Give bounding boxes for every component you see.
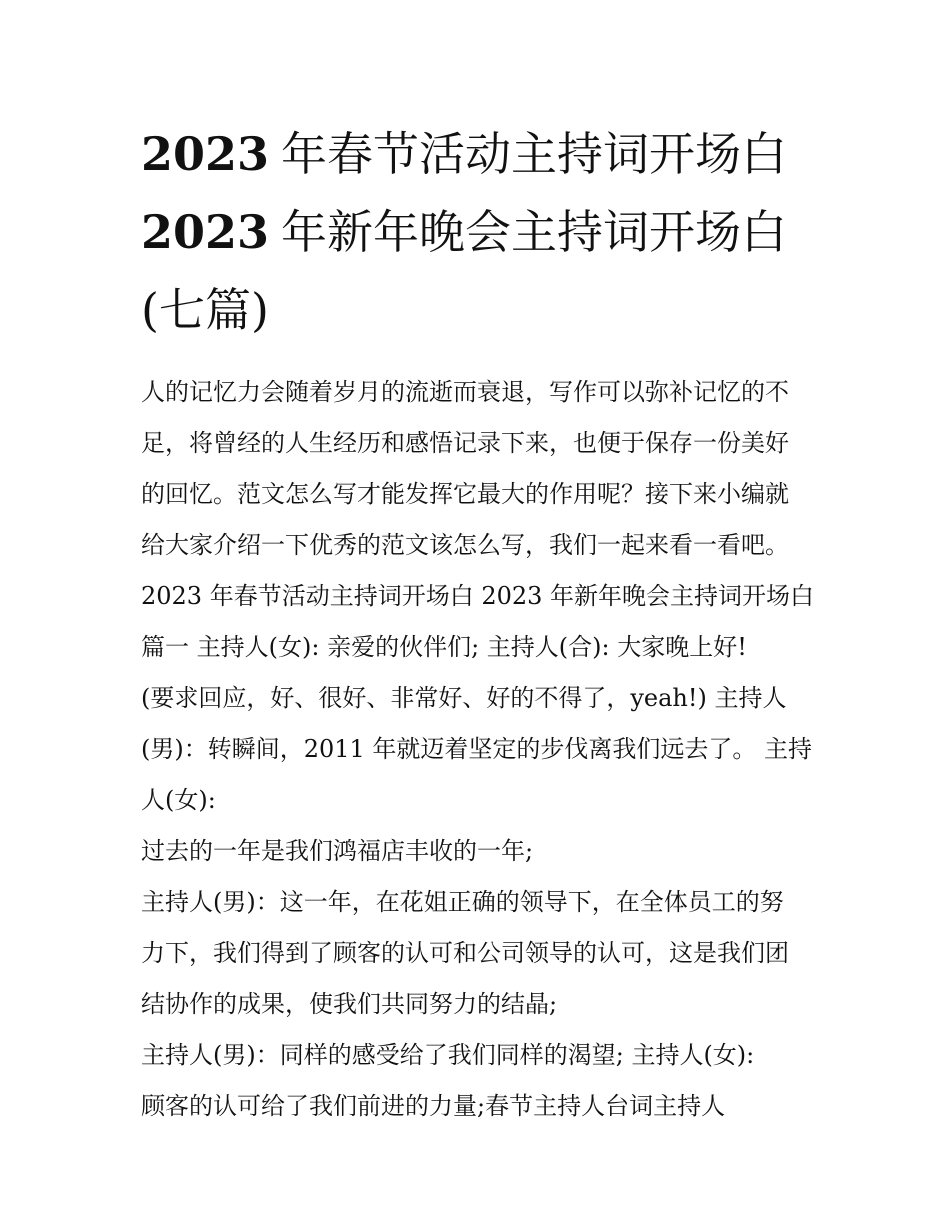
body-line: 力下，我们得到了顾客的认可和公司领导的认可，这是我们团 — [141, 939, 789, 967]
title-text: 年春节活动主持词开场白 — [281, 127, 788, 181]
title-text: (七篇) — [141, 283, 269, 337]
body-line: 篇一 主持人(女): 亲爱的伙伴们; 主持人(合): 大家晚上好! — [141, 633, 747, 661]
body-line: 给大家介绍一下优秀的范文该怎么写，我们一起来看一看吧。 — [141, 531, 789, 559]
body-line: 的回忆。范文怎么写才能发挥它最大的作用呢？接下来小编就 — [141, 480, 789, 508]
title-text: 年新年晚会主持词开场白 — [281, 205, 788, 259]
document-title — [141, 115, 821, 349]
body-line: (男)：转瞬间，2011 年就迈着坚定的步伐离我们远去了。 主持 — [141, 735, 813, 763]
document-body — [141, 367, 821, 1132]
title-line — [141, 193, 821, 271]
document-content — [141, 115, 821, 1132]
body-line: 主持人(男)：同样的感受给了我们同样的渴望; 主持人(女): — [141, 1041, 755, 1069]
body-line: 2023 年春节活动主持词开场白 2023 年新年晚会主持词开场白 — [141, 582, 815, 610]
body-line: 足，将曾经的人生经历和感悟记录下来，也便于保存一份美好 — [141, 429, 789, 457]
title-year: 2023 — [141, 205, 270, 259]
body-line: (要求回应，好、很好、非常好、好的不得了，yeah!) 主持人 — [141, 684, 787, 712]
body-line: 结协作的成果，使我们共同努力的结晶; — [141, 990, 558, 1018]
body-line: 人(女): — [141, 786, 216, 814]
body-line: 过去的一年是我们鸿福店丰收的一年; — [141, 837, 534, 865]
body-line: 人的记忆力会随着岁月的流逝而衰退，写作可以弥补记忆的不 — [141, 378, 789, 406]
body-line: 主持人(男)：这一年，在花姐正确的领导下，在全体员工的努 — [141, 888, 784, 916]
title-line — [141, 115, 821, 193]
title-line — [141, 271, 821, 349]
body-line: 顾客的认可给了我们前进的力量;春节主持人台词主持人 — [141, 1092, 726, 1120]
title-year: 2023 — [141, 127, 270, 181]
